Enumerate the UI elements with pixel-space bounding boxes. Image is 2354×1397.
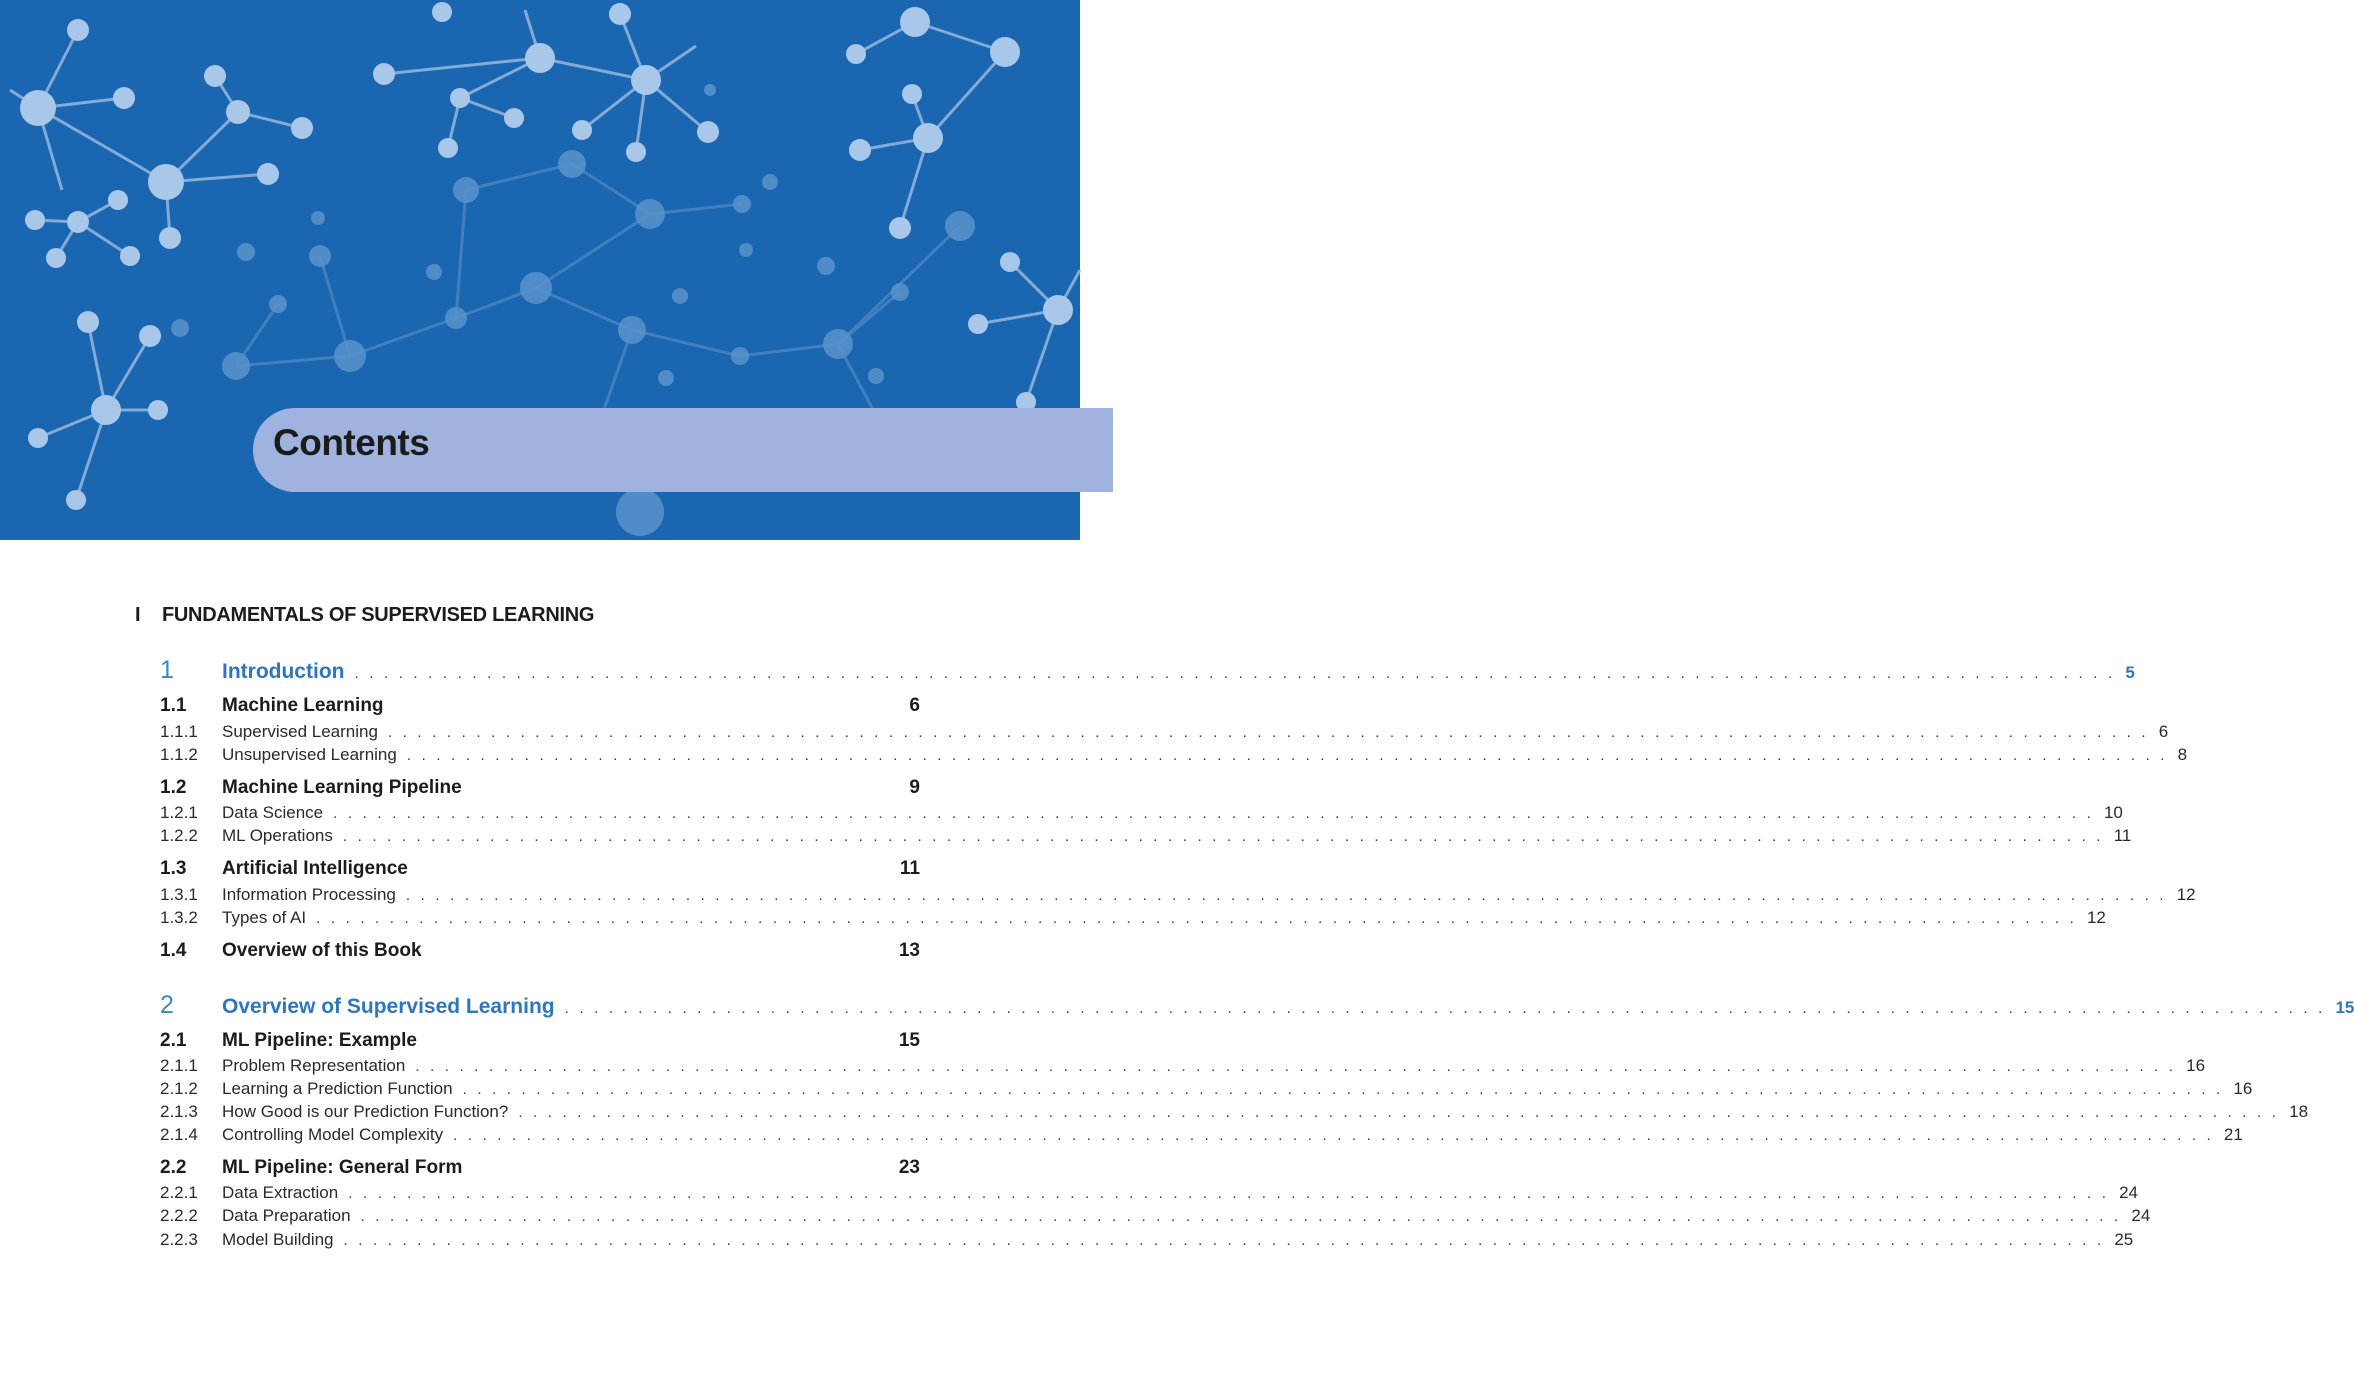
toc-number: 2.2.2 bbox=[160, 1206, 198, 1225]
toc-subsection[interactable] bbox=[160, 826, 2132, 846]
toc-number: 2.1.1 bbox=[160, 1056, 198, 1075]
toc-number: 1.2.1 bbox=[160, 803, 198, 822]
toc-number: 1.1 bbox=[160, 695, 187, 716]
dot-leader: . . . . . . . . . . . . . . . . . . . . . . . . . . . . . . . . . . . . . . . . . . . . . . . . . . . . . . . . . . . . . . . . . . . . . . . . . . . . . . . . . . . . . . . . . . . . . . . . . . . . . . . . . . . . . . . . . . . . . . . . bbox=[316, 910, 2077, 927]
toc-title: Problem Representation bbox=[222, 1056, 406, 1075]
dot-leader: . . . . . . . . . . . . . . . . . . . . . . . . . . . . . . . . . . . . . . . . . . . . . . . . . . . . . . . . . . . . . . . . . . . . . . . . . . . . . . . . . . . . . . . . . . . . . . . . . . . . . . . . . . . . . . . . . . . . . . . . bbox=[406, 747, 2168, 764]
toc-number: 2.1.3 bbox=[160, 1102, 198, 1121]
toc-page-number: 18 bbox=[2289, 1102, 2309, 1121]
dot-leader: . . . . . . . . . . . . . . . . . . . . . . . . . . . . . . . . . . . . . . . . . . . . . . . . . . . . . . . . . . . . . . . . . . . . . . . . . . . . . . . . . . . . . . . . . . . . . . . . . . . . . . . . . . . . . . . . . . . . . . . . bbox=[564, 1000, 2326, 1017]
toc-page-number: 6 bbox=[2158, 722, 2169, 741]
toc-page-number: 6 bbox=[909, 695, 920, 716]
toc-number: 1 bbox=[160, 656, 174, 684]
toc-number: 1.2.2 bbox=[160, 826, 198, 845]
toc-subsection[interactable] bbox=[160, 1125, 2243, 1145]
dot-leader: . . . . . . . . . . . . . . . . . . . . . . . . . . . . . . . . . . . . . . . . . . . . . . . . . . . . . . . . . . . . . . . . . . . . . . . . . . . . . . . . . . . . . . . . . . . . . . . . . . . . . . . . . . . . . . . . . . . . . . . . bbox=[462, 1081, 2224, 1098]
page-title: Contents bbox=[273, 422, 430, 463]
toc-subsection[interactable] bbox=[160, 1079, 2253, 1099]
toc-section[interactable] bbox=[160, 940, 920, 962]
dot-leader: . . . . . . . . . . . . . . . . . . . . . . . . . . . . . . . . . . . . . . . . . . . . . . . . . . . . . . . . . . . . . . . . . . . . . . . . . . . . . . . . . . . . . . . . . . . . . . . . . . . . . . . . . . . . . . . . . . . . . . . . bbox=[348, 1185, 2110, 1202]
toc-title: ML Pipeline: Example bbox=[222, 1030, 417, 1051]
toc-number: 2.1.4 bbox=[160, 1125, 198, 1144]
toc-page-number: 21 bbox=[2223, 1125, 2243, 1144]
toc-page-number: 24 bbox=[2119, 1183, 2138, 1202]
toc-number: 2.2.3 bbox=[160, 1230, 198, 1249]
toc-title: Artificial Intelligence bbox=[222, 858, 408, 879]
toc-subsection[interactable] bbox=[160, 803, 2123, 823]
toc-page-number: 16 bbox=[2186, 1056, 2206, 1075]
toc-subsection[interactable] bbox=[160, 1183, 2138, 1203]
toc-subsection[interactable] bbox=[160, 1056, 2206, 1076]
toc-page-number: 12 bbox=[2086, 908, 2106, 927]
toc-title: Supervised Learning bbox=[222, 722, 378, 741]
toc-title: Machine Learning Pipeline bbox=[222, 777, 462, 798]
toc-page-number: 23 bbox=[898, 1157, 920, 1178]
toc-number: 1.3.1 bbox=[160, 885, 198, 904]
dot-leader: . . . . . . . . . . . . . . . . . . . . . . . . . . . . . . . . . . . . . . . . . . . . . . . . . . . . . . . . . . . . . . . . . . . . . . . . . . . . . . . . . . . . . . . . . . . . . . . . . . . . . . . . . . . . . . . . . . . . . . . . bbox=[453, 1127, 2214, 1144]
toc-number: 1.3 bbox=[160, 858, 187, 879]
toc-number: 1.4 bbox=[160, 940, 187, 961]
dot-leader: . . . . . . . . . . . . . . . . . . . . . . . . . . . . . . . . . . . . . . . . . . . . . . . . . . . . . . . . . . . . . . . . . . . . . . . . . . . . . . . . . . . . . . . . . . . . . . . . . . . . . . . . . . . . . . . . . . . . . . . . bbox=[387, 724, 2149, 741]
toc-number: 2 bbox=[160, 991, 174, 1019]
toc-subsection[interactable] bbox=[160, 745, 2188, 765]
toc-title: Machine Learning bbox=[222, 695, 384, 716]
dot-leader: . . . . . . . . . . . . . . . . . . . . . . . . . . . . . . . . . . . . . . . . . . . . . . . . . . . . . . . . . . . . . . . . . . . . . . . . . . . . . . . . . . . . . . . . . . . . . . . . . . . . . . . . . . . . . . . . . . . . . . . . bbox=[333, 805, 2094, 822]
dot-leader: . . . . . . . . . . . . . . . . . . . . . . . . . . . . . . . . . . . . . . . . . . . . . . . . . . . . . . . . . . . . . . . . . . . . . . . . . . . . . . . . . . . . . . . . . . . . . . . . . . . . . . . . . . . . . . . . . . . . . . . . bbox=[343, 1232, 2105, 1249]
toc-subsection[interactable] bbox=[160, 1206, 2151, 1226]
toc-number: 1.3.2 bbox=[160, 908, 198, 927]
toc-page-number: 11 bbox=[2113, 826, 2132, 845]
toc-title: Overview of Supervised Learning bbox=[222, 995, 555, 1018]
toc-chapter[interactable] bbox=[160, 991, 2354, 1020]
toc-title: Controlling Model Complexity bbox=[222, 1125, 444, 1144]
toc-title: Data Preparation bbox=[222, 1206, 351, 1225]
dot-leader: . . . . . . . . . . . . . . . . . . . . . . . . . . . . . . . . . . . . . . . . . . . . . . . . . . . . . . . . . . . . . . . . . . . . . . . . . . . . . . . . . . . . . . . . . . . . . . . . . . . . . . . . . . . . . . . . . . . . . . . . bbox=[360, 1208, 2122, 1225]
toc-title: Information Processing bbox=[222, 885, 396, 904]
toc-title: ML Operations bbox=[222, 826, 333, 845]
toc-page-number: 5 bbox=[2125, 663, 2135, 682]
toc-title: Overview of this Book bbox=[222, 940, 422, 961]
toc-section[interactable] bbox=[160, 858, 920, 880]
dot-leader: . . . . . . . . . . . . . . . . . . . . . . . . . . . . . . . . . . . . . . . . . . . . . . . . . . . . . . . . . . . . . . . . . . . . . . . . . . . . . . . . . . . . . . . . . . . . . . . . . . . . . . . . . . . . . . . . . . . . . . . . bbox=[415, 1058, 2177, 1075]
toc-number: 2.2.1 bbox=[160, 1183, 198, 1202]
dot-leader: . . . . . . . . . . . . . . . . . . . . . . . . . . . . . . . . . . . . . . . . . . . . . . . . . . . . . . . . . . . . . . . . . . . . . . . . . . . . . . . . . . . . . . . . . . . . . . . . . . . . . . . . . . . . . . . . . . . . . . . . bbox=[354, 665, 2116, 682]
toc-title: Model Building bbox=[222, 1230, 334, 1249]
part-number: I bbox=[135, 604, 141, 626]
toc-page-number: 25 bbox=[2114, 1230, 2134, 1249]
toc-chapter[interactable] bbox=[160, 656, 2135, 685]
toc-title: ML Pipeline: General Form bbox=[222, 1157, 463, 1178]
toc-title: Types of AI bbox=[222, 908, 307, 927]
toc-page-number: 15 bbox=[898, 1030, 920, 1051]
toc-page-number: 10 bbox=[2103, 803, 2123, 822]
toc-section[interactable] bbox=[160, 695, 920, 717]
toc-title: How Good is our Prediction Function? bbox=[222, 1102, 509, 1121]
toc-title: Introduction bbox=[222, 660, 345, 683]
toc-number: 1.1.1 bbox=[160, 722, 198, 741]
toc-subsection[interactable] bbox=[160, 722, 2169, 742]
toc-number: 2.1 bbox=[160, 1030, 187, 1051]
dot-leader: . . . . . . . . . . . . . . . . . . . . . . . . . . . . . . . . . . . . . . . . . . . . . . . . . . . . . . . . . . . . . . . . . . . . . . . . . . . . . . . . . . . . . . . . . . . . . . . . . . . . . . . . . . . . . . . . . . . . . . . . bbox=[518, 1104, 2280, 1121]
toc-number: 2.2 bbox=[160, 1157, 187, 1178]
toc-subsection[interactable] bbox=[160, 1102, 2309, 1122]
toc-page-number: 9 bbox=[909, 777, 920, 798]
toc-subsection[interactable] bbox=[160, 1230, 2134, 1250]
toc-subsection[interactable] bbox=[160, 908, 2106, 928]
toc-page-number: 12 bbox=[2176, 885, 2196, 904]
dot-leader: . . . . . . . . . . . . . . . . . . . . . . . . . . . . . . . . . . . . . . . . . . . . . . . . . . . . . . . . . . . . . . . . . . . . . . . . . . . . . . . . . . . . . . . . . . . . . . . . . . . . . . . . . . . . . . . . . . . . . . . . bbox=[342, 828, 2104, 845]
toc-title: Data Extraction bbox=[222, 1183, 339, 1202]
toc-number: 1.2 bbox=[160, 777, 187, 798]
toc-page-number: 8 bbox=[2177, 745, 2188, 764]
toc-title: Unsupervised Learning bbox=[222, 745, 397, 764]
toc-page-number: 24 bbox=[2131, 1206, 2151, 1225]
toc-page-number: 15 bbox=[2335, 998, 2354, 1017]
toc-title: Learning a Prediction Function bbox=[222, 1079, 453, 1098]
toc-number: 2.1.2 bbox=[160, 1079, 198, 1098]
part-title: FUNDAMENTALS OF SUPERVISED LEARNING bbox=[162, 604, 595, 626]
toc-section[interactable] bbox=[160, 1157, 920, 1179]
dot-leader: . . . . . . . . . . . . . . . . . . . . . . . . . . . . . . . . . . . . . . . . . . . . . . . . . . . . . . . . . . . . . . . . . . . . . . . . . . . . . . . . . . . . . . . . . . . . . . . . . . . . . . . . . . . . . . . . . . . . . . . . bbox=[405, 887, 2167, 904]
toc-section[interactable] bbox=[160, 777, 920, 799]
toc-page-number: 11 bbox=[899, 858, 920, 879]
toc-section[interactable] bbox=[160, 1030, 920, 1052]
toc-title: Data Science bbox=[222, 803, 324, 822]
toc-subsection[interactable] bbox=[160, 885, 2196, 905]
toc-page-number: 16 bbox=[2233, 1079, 2253, 1098]
toc-page-number: 13 bbox=[898, 940, 920, 961]
toc-number: 1.1.2 bbox=[160, 745, 198, 764]
